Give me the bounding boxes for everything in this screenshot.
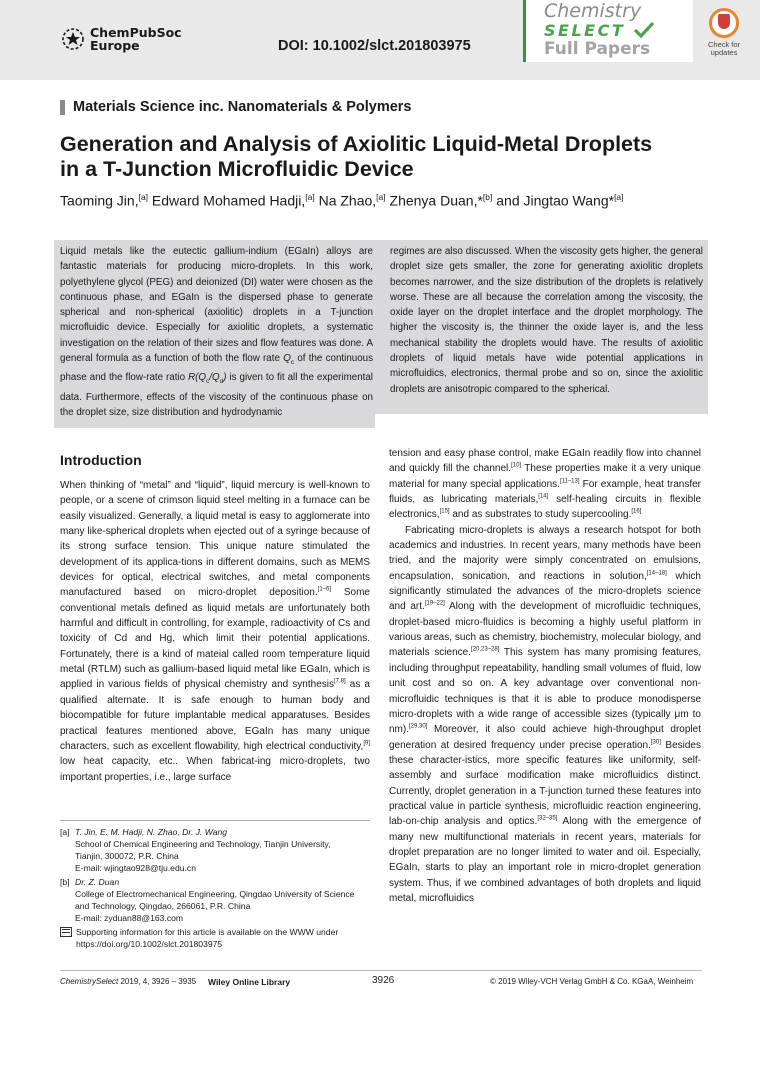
affiliation-footnotes — [60, 826, 372, 950]
badge-label-line1: Check for — [707, 40, 741, 49]
journal-name: Chemistry — [544, 0, 642, 22]
paragraph: Fabricating micro-droplets is always a research hotspot for both academics and industries. In recent years, many methods have been tried, and the majority were simply concentrated on emulsions, encapsulation, sonication, and reactions in solution,[14–18] which significantly stimulated the advances of the micro-droplets science and art.[19–22] Along with the development of microfluidic techniques, droplet-based micro-fluidics is becoming a highly useful platform in various areas, such as chemistry, biochemistry, molecular biology, and materials science.[20,23–28] This system has many promising features, including throughput repeatability, handling small volumes of fluid, low unit cost and so on. A key advantage over conventional non-microfluidic techniques is that it is able to produce monodisperse micro-droplets with a wide range of accessible sizes (typically μm to nm).[29,30] Moreover, it also could achieve high-throughput droplet generation at desired frequency under precise operation.[30] Besides these character-istics, more specific features like uniformity, self-assembly and surface modification make microfluidics distinct. Currently, droplet generation in a T-junction turned these features into practical value in particle synthesis, microfluidic reaction engineering, lab-on-chip analysis and optics.[32–35] Along with the emergence of many new multifunctional materials in recent years, materials for droplet preparation are no longer limited to water and oil. Especially, EGaIn, starts to play an important role in micro-droplet generation system. Thus, if we combined advantages of both droplets and liquid metal, microfluidics — [389, 524, 702, 904]
author-name: Na Zhao, — [314, 192, 377, 209]
citation-link[interactable]: [32–35] — [537, 815, 558, 822]
citation-link[interactable]: [9] — [363, 740, 370, 747]
supporting-info-icon — [60, 927, 72, 937]
footnote-key: [a] — [60, 827, 70, 837]
citation-link[interactable]: [29,30] — [409, 723, 428, 730]
article-type: Full Papers — [544, 39, 651, 59]
author-affiliation: [a] — [614, 192, 624, 202]
body-left-column: When thinking of “metal” and “liquid”, liquid mercury is well-known to people, or a scene of crimson liquid steel melting in a furnace can be easily visualized. Generally, a liquid metal is easy to agglomerate into many like-spherical droplets when ejected out of a syringe because of its strong surface tension. This unique nature stimulated the development of its applica-tions in different domains, such as MEMS devices for optical, electrical switches, and metal components manufactured based on micro-droplet deposition.[1–6] Some conventional metals defined as liquid metals are unfortunately both harmful and difficult in controlling, for example, radioactivity of Cs and toxicity of Cd and Hg, which limit their potential applications. Fortunately, there is a kind of mateial called room temperature liquid metal (RTLM) such as gallium-based liquid metal like EGaIn, which is applied in various fields of physical chemistry and synthesis[7,8] as a qualified alternate. It is safe enough to human body and biocompatible for future implantable medical apparatuses. Besides practical features mentioned above, EGaIn has many unique characters, such as excellent flowability, high electrical conductivity,[9] low heat capacity, etc.. When fabricat-ing micro-droplets, two important properties, i.e., large surface — [60, 480, 370, 783]
citation-link[interactable]: [19–22] — [424, 601, 445, 608]
author-affiliation: [a] — [376, 192, 386, 202]
citation-link[interactable]: [1–6] — [317, 587, 332, 594]
supporting-info-link[interactable]: Supporting information for this article is available on the WWW under https://doi.org/10.1002/slct.201803975 — [76, 927, 339, 949]
footnote-email[interactable]: E-mail: wjingtao928@tju.edu.cn — [75, 863, 196, 873]
footnote-key: [b] — [60, 877, 70, 887]
footnote-names: T. Jin, E. M. Hadji, N. Zhao, Dr. J. Wang — [75, 827, 228, 837]
footnote-address: School of Chemical Engineering and Technology, Tianjin University, — [75, 839, 331, 849]
citation-link[interactable]: [16] — [631, 509, 642, 516]
abstract — [54, 240, 708, 424]
author-affiliation: [b] — [482, 192, 493, 202]
citation-link[interactable]: [14] — [538, 493, 549, 500]
checkmark-icon — [633, 21, 655, 39]
page-number: 3926 — [372, 975, 395, 986]
citation-link[interactable]: [15] — [439, 509, 450, 516]
publisher-region: Europe — [90, 38, 140, 53]
introduction-heading: Introduction — [60, 452, 142, 468]
citation-link[interactable]: [11–13] — [559, 478, 580, 485]
section-label — [60, 99, 411, 115]
page-header — [0, 0, 760, 80]
title-line-1: Generation and Analysis of Axiolitic Liquid-Metal Droplets — [60, 132, 653, 156]
abstract-right-column: regimes are also discussed. When the viscosity gets higher, the general droplet size gets smaller, the zone for generating axiolitic droplets becomes narrower, and the size distribution of the droplets is relatively worse. These are all because the correlation among the viscosity, the oxide layer on the droplet interface and the droplet morphology. The higher the viscosity is, the thinner the oxide layer is, and the less mechanical stability the droplets would have. The results of axiolitic droplets of liquid metals have wide potential applications in microfluidics, electronics, thermal probe and so on, since the axiolitic droplets are anisotropic compared to the spherical. — [390, 246, 703, 395]
footer-copyright: © 2019 Wiley-VCH Verlag GmbH & Co. KGaA, Weinheim — [490, 977, 694, 986]
footnote-address: and Technology, Qingdao, 266061, P.R. China — [75, 901, 251, 911]
footnote-address: Tianjin, 300072, P.R. China — [75, 851, 179, 861]
citation-link[interactable]: [30] — [650, 739, 661, 746]
publisher-logo — [60, 26, 182, 52]
publisher-name: ChemPubSoc — [90, 25, 182, 40]
badge-label-line2: updates — [710, 48, 738, 57]
author-name: Taoming Jin, — [60, 192, 139, 209]
footnote-email[interactable]: E-mail: zyduan88@163.com — [75, 913, 184, 923]
check-for-updates-badge[interactable] — [700, 8, 748, 70]
footnote-names: Dr. Z. Duan — [75, 877, 120, 887]
article-doi[interactable]: DOI: 10.1002/slct.201803975 — [278, 38, 471, 54]
section-label-text: Materials Science inc. Nanomaterials & Polymers — [73, 99, 412, 115]
section-bar — [60, 100, 65, 115]
footer-divider — [60, 970, 702, 971]
supporting-information-note — [60, 926, 372, 950]
body-right-column — [389, 446, 701, 906]
footer-citation: ChemistrySelect 2019, 4, 3926 – 3935 — [60, 977, 197, 986]
citation-link[interactable]: [7,8] — [334, 679, 346, 686]
author-affiliation: [a] — [305, 192, 315, 202]
author-list — [60, 192, 720, 209]
author-name: Zhenya Duan,* — [385, 192, 483, 209]
article-title — [60, 132, 720, 182]
abstract-left-column: Liquid metals like the eutectic gallium-indium (EGaIn) alloys are fantastic materials for producing micro-droplets. In this work, polyethylene glycol (PEG) and deionized (DI) water were chosen as the continuous phase, and EGaIn is the dispersed phase to generate spherical and non-spherical (axiolitic) droplets in a T-junction microfluidic device. Especially for axiolitic droplets, a systematic investigation on the relation of their sizes and flow features was done. A general formula as a function of both the flow rate $Q_c$ of the continuous phase and the flow-rate ratio $R(Q_c/Q_d)$ is given to fit all the experimental data. Furthermore, effects of the viscosity of the continuous phase on the droplet size, size distribution and hydrodynamic — [60, 246, 374, 418]
footnote-b — [60, 876, 372, 924]
citation-link[interactable]: [20,23–28] — [471, 647, 500, 654]
author-name: and Jingtao Wang* — [492, 192, 615, 209]
footer-library[interactable]: Wiley Online Library — [208, 977, 291, 987]
footnote-a — [60, 826, 372, 874]
chempubsoc-logo-icon — [60, 26, 86, 52]
footnote-address: College of Electromechanical Engineering, Qingdao University of Science — [75, 889, 355, 899]
author-name: Edward Mohamed Hadji, — [148, 192, 306, 209]
bookmark-icon — [709, 8, 739, 38]
citation-link[interactable]: [10] — [511, 463, 522, 470]
journal-logo — [523, 0, 693, 62]
journal-name-select: SELECT — [544, 21, 693, 39]
author-affiliation: [a] — [138, 192, 149, 202]
citation-link[interactable]: [14–18] — [646, 570, 667, 577]
paragraph: tension and easy phase control, make EGaIn readily flow into channel and quickly fill the channel.[10] These properties make it a very unique material for many special applications.[11–13] For example, heat transfer fluids, as lubricating materials,[14] self-healing circuits in flexible electronics,[15] and as substrates to study supercooling.[16] — [389, 448, 702, 521]
title-line-2: in a T-Junction Microfluidic Device — [60, 157, 414, 181]
footnote-divider — [60, 820, 370, 821]
